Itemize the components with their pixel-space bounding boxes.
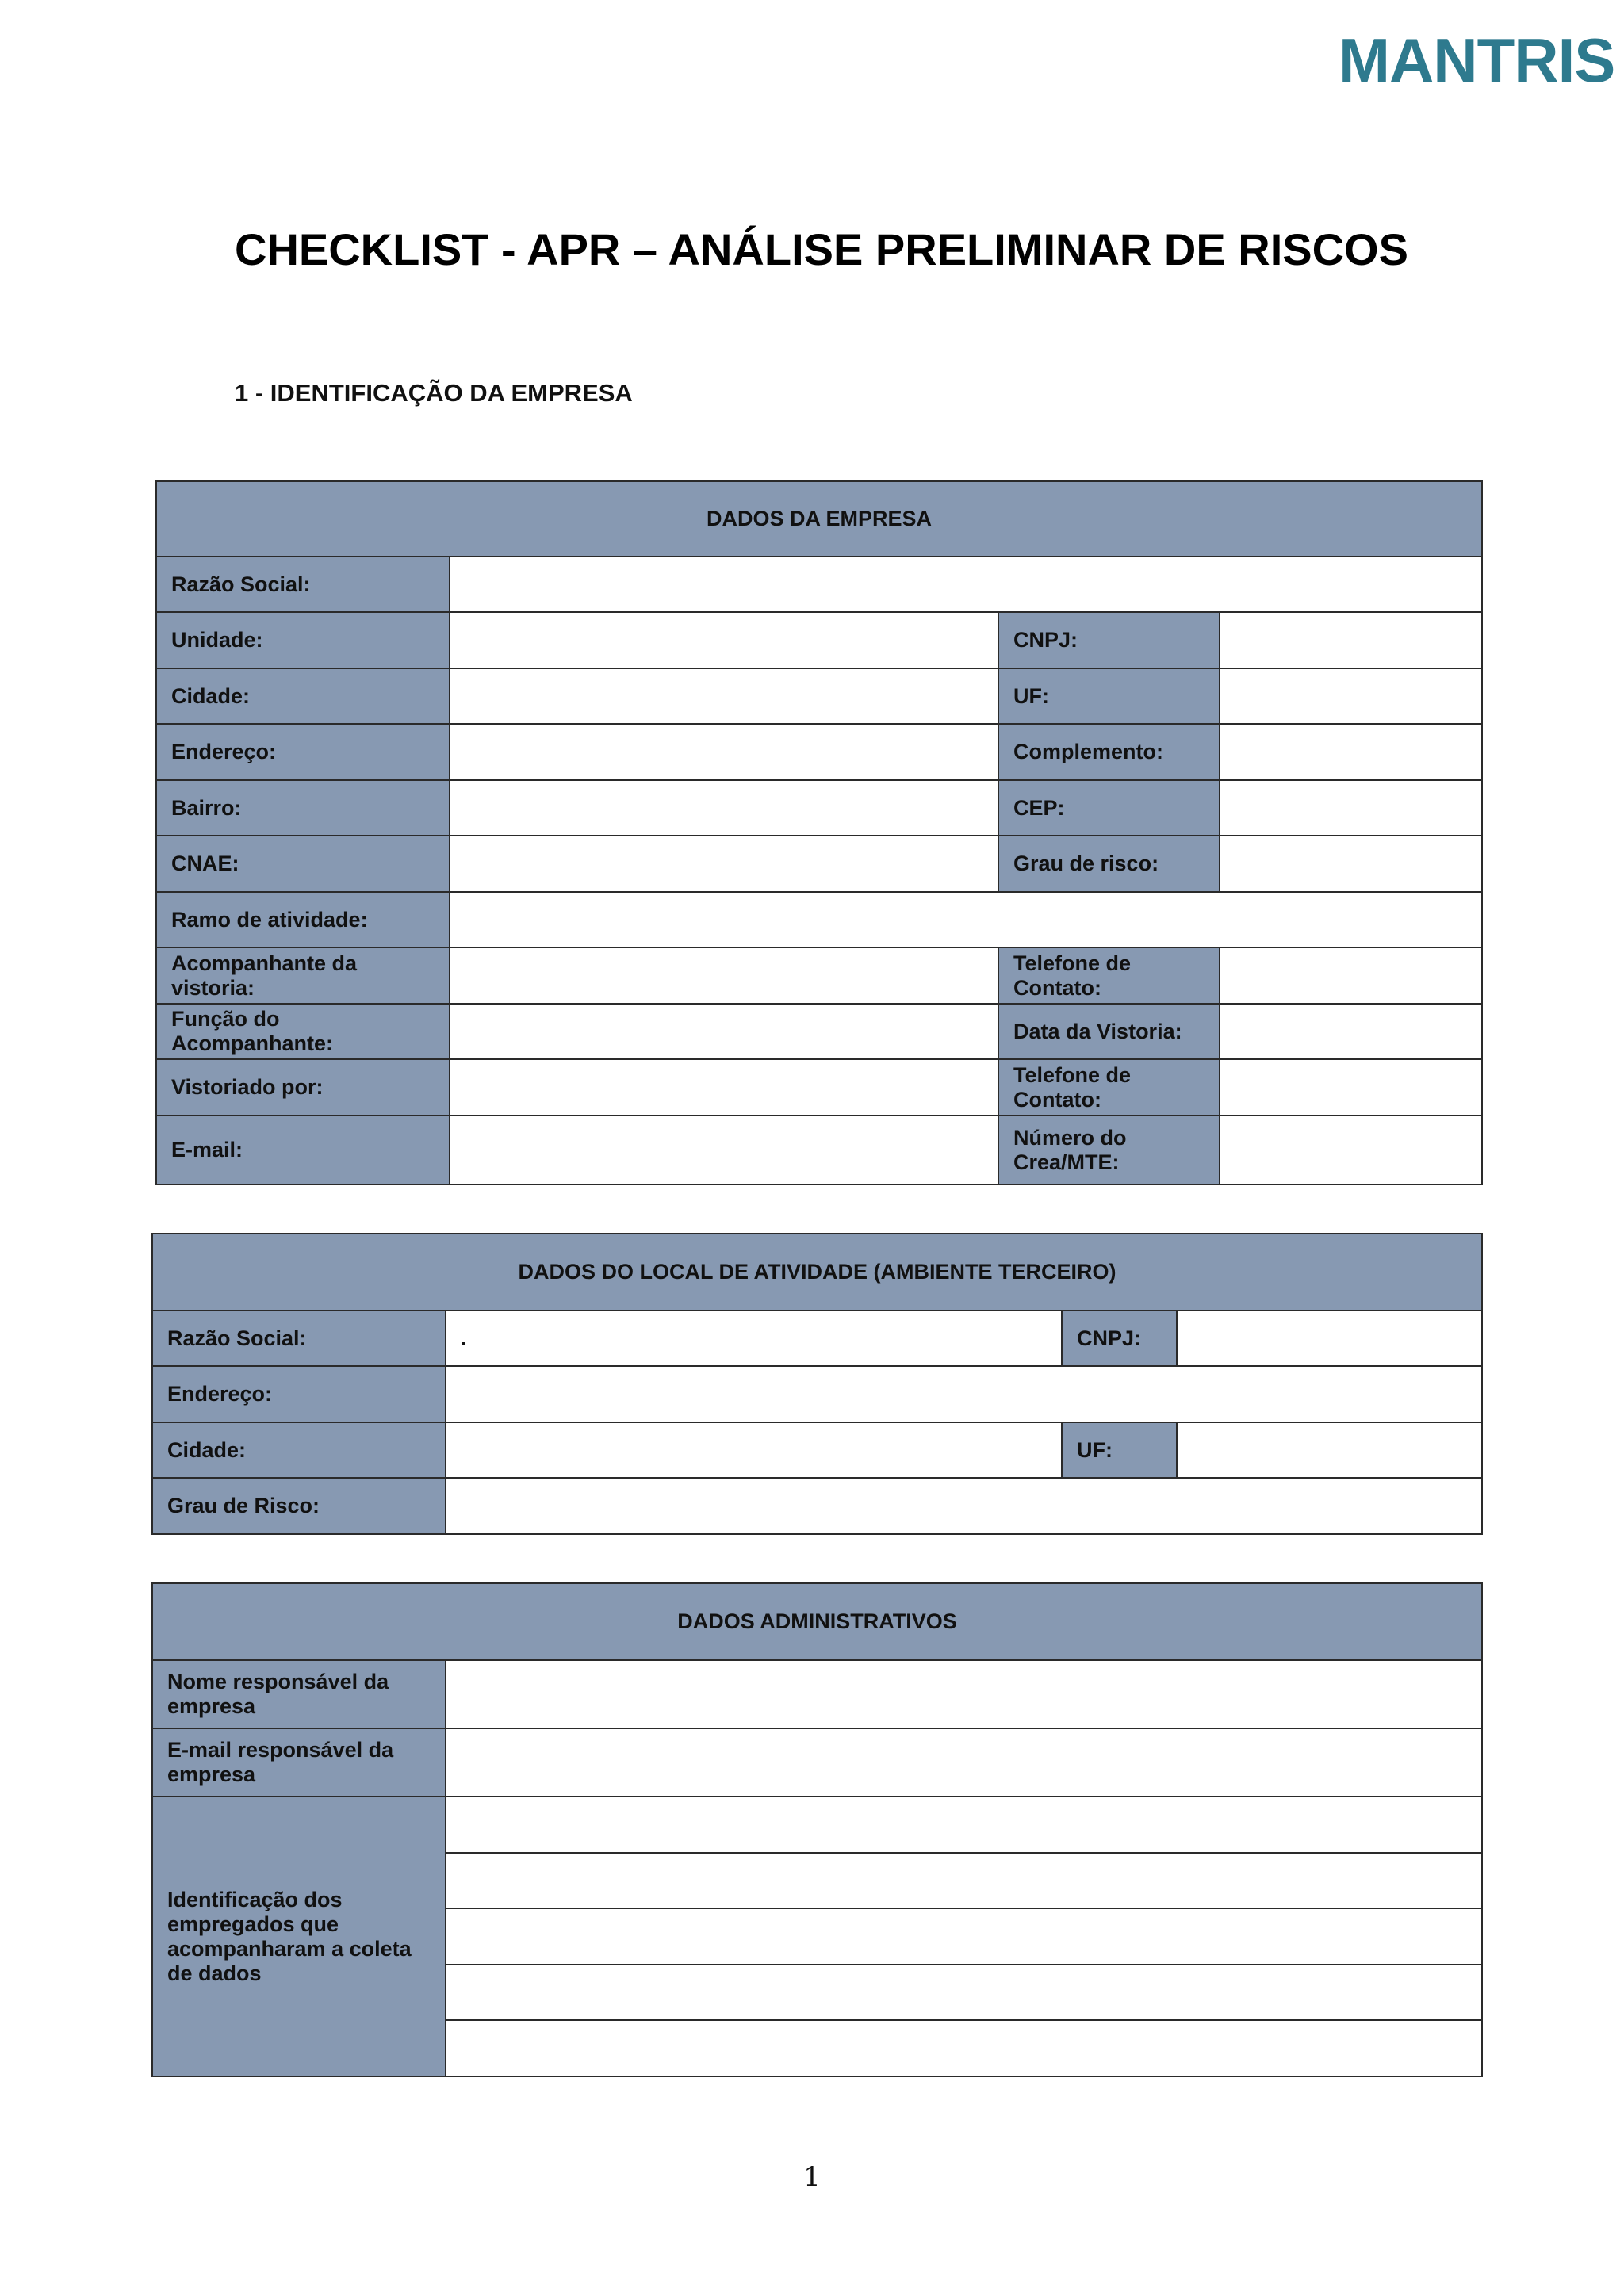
label-email: E-mail: — [156, 1115, 450, 1184]
field-empregado-5[interactable] — [446, 2020, 1482, 2076]
field-bairro[interactable] — [450, 780, 998, 836]
label-endereco: Endereço: — [156, 724, 450, 780]
label-uf: UF: — [998, 668, 1220, 724]
label-cnpj: CNPJ: — [998, 612, 1220, 668]
field-telefone-contato[interactable] — [1220, 947, 1482, 1004]
dados-local-table — [151, 1233, 1483, 1535]
label-email-responsavel: E-mail responsável da empresa — [152, 1728, 446, 1797]
label-cnae: CNAE: — [156, 836, 450, 892]
label-grau-risco: Grau de risco: — [998, 836, 1220, 892]
page-number: 1 — [803, 2161, 821, 2193]
field-numero-crea[interactable] — [1220, 1115, 1482, 1184]
label-razao-social-local: Razão Social: — [152, 1311, 446, 1366]
logo-text: MANTRIS — [1339, 25, 1615, 95]
label-numero-crea: Número do Crea/MTE: — [998, 1115, 1220, 1184]
field-complemento[interactable] — [1220, 724, 1482, 780]
label-funcao-acompanhante: Função do Acompanhante: — [156, 1004, 450, 1059]
dados-administrativos-table — [151, 1582, 1483, 2077]
field-data-vistoria[interactable] — [1220, 1004, 1482, 1059]
label-razao-social: Razão Social: — [156, 557, 450, 612]
label-cidade-local: Cidade: — [152, 1422, 446, 1478]
dados-empresa-table — [155, 480, 1483, 1185]
table-header: DADOS DO LOCAL DE ATIVIDADE (AMBIENTE TERCEIRO) — [152, 1234, 1482, 1311]
field-vistoriado-por[interactable] — [450, 1059, 998, 1115]
field-cidade[interactable] — [450, 668, 998, 724]
label-telefone-contato: Telefone de Contato: — [998, 947, 1220, 1004]
field-uf[interactable] — [1220, 668, 1482, 724]
field-acompanhante[interactable] — [450, 947, 998, 1004]
label-cidade: Cidade: — [156, 668, 450, 724]
field-cnpj[interactable] — [1220, 612, 1482, 668]
label-endereco-local: Endereço: — [152, 1366, 446, 1422]
field-cnae[interactable] — [450, 836, 998, 892]
label-unidade: Unidade: — [156, 612, 450, 668]
label-cnpj-local: CNPJ: — [1062, 1311, 1177, 1366]
table-header: DADOS ADMINISTRATIVOS — [152, 1583, 1482, 1660]
field-email-responsavel[interactable] — [446, 1728, 1482, 1797]
field-cep[interactable] — [1220, 780, 1482, 836]
section-title: 1 - IDENTIFICAÇÃO DA EMPRESA — [235, 379, 633, 407]
field-razao-social-local[interactable]: . — [446, 1311, 1062, 1366]
field-unidade[interactable] — [450, 612, 998, 668]
label-telefone-contato-2: Telefone de Contato: — [998, 1059, 1220, 1115]
label-vistoriado-por: Vistoriado por: — [156, 1059, 450, 1115]
field-cnpj-local[interactable] — [1177, 1311, 1482, 1366]
label-identificacao-empregados: Identificação dos empregados que acompanharam a coleta de dados — [152, 1797, 446, 2076]
field-ramo-atividade[interactable] — [450, 892, 1482, 947]
label-complemento: Complemento: — [998, 724, 1220, 780]
field-endereco[interactable] — [450, 724, 998, 780]
field-empregado-4[interactable] — [446, 1965, 1482, 2020]
label-cep: CEP: — [998, 780, 1220, 836]
field-email[interactable] — [450, 1115, 998, 1184]
field-funcao-acompanhante[interactable] — [450, 1004, 998, 1059]
label-data-vistoria: Data da Vistoria: — [998, 1004, 1220, 1059]
field-cidade-local[interactable] — [446, 1422, 1062, 1478]
document-title: CHECKLIST - APR – ANÁLISE PRELIMINAR DE RISCOS — [235, 224, 1408, 274]
table-header: DADOS DA EMPRESA — [156, 481, 1482, 557]
field-empregado-2[interactable] — [446, 1853, 1482, 1908]
field-grau-risco[interactable] — [1220, 836, 1482, 892]
field-telefone-contato-2[interactable] — [1220, 1059, 1482, 1115]
label-ramo-atividade: Ramo de atividade: — [156, 892, 450, 947]
field-endereco-local[interactable] — [446, 1366, 1482, 1422]
field-uf-local[interactable] — [1177, 1422, 1482, 1478]
mantris-logo — [1339, 25, 1615, 95]
field-empregado-3[interactable] — [446, 1908, 1482, 1965]
label-acompanhante: Acompanhante da vistoria: — [156, 947, 450, 1004]
field-nome-responsavel[interactable] — [446, 1660, 1482, 1728]
field-razao-social[interactable] — [450, 557, 1482, 612]
label-uf-local: UF: — [1062, 1422, 1177, 1478]
label-grau-risco-local: Grau de Risco: — [152, 1478, 446, 1534]
label-nome-responsavel: Nome responsável da empresa — [152, 1660, 446, 1728]
label-bairro: Bairro: — [156, 780, 450, 836]
field-grau-risco-local[interactable] — [446, 1478, 1482, 1534]
field-empregado-1[interactable] — [446, 1797, 1482, 1853]
